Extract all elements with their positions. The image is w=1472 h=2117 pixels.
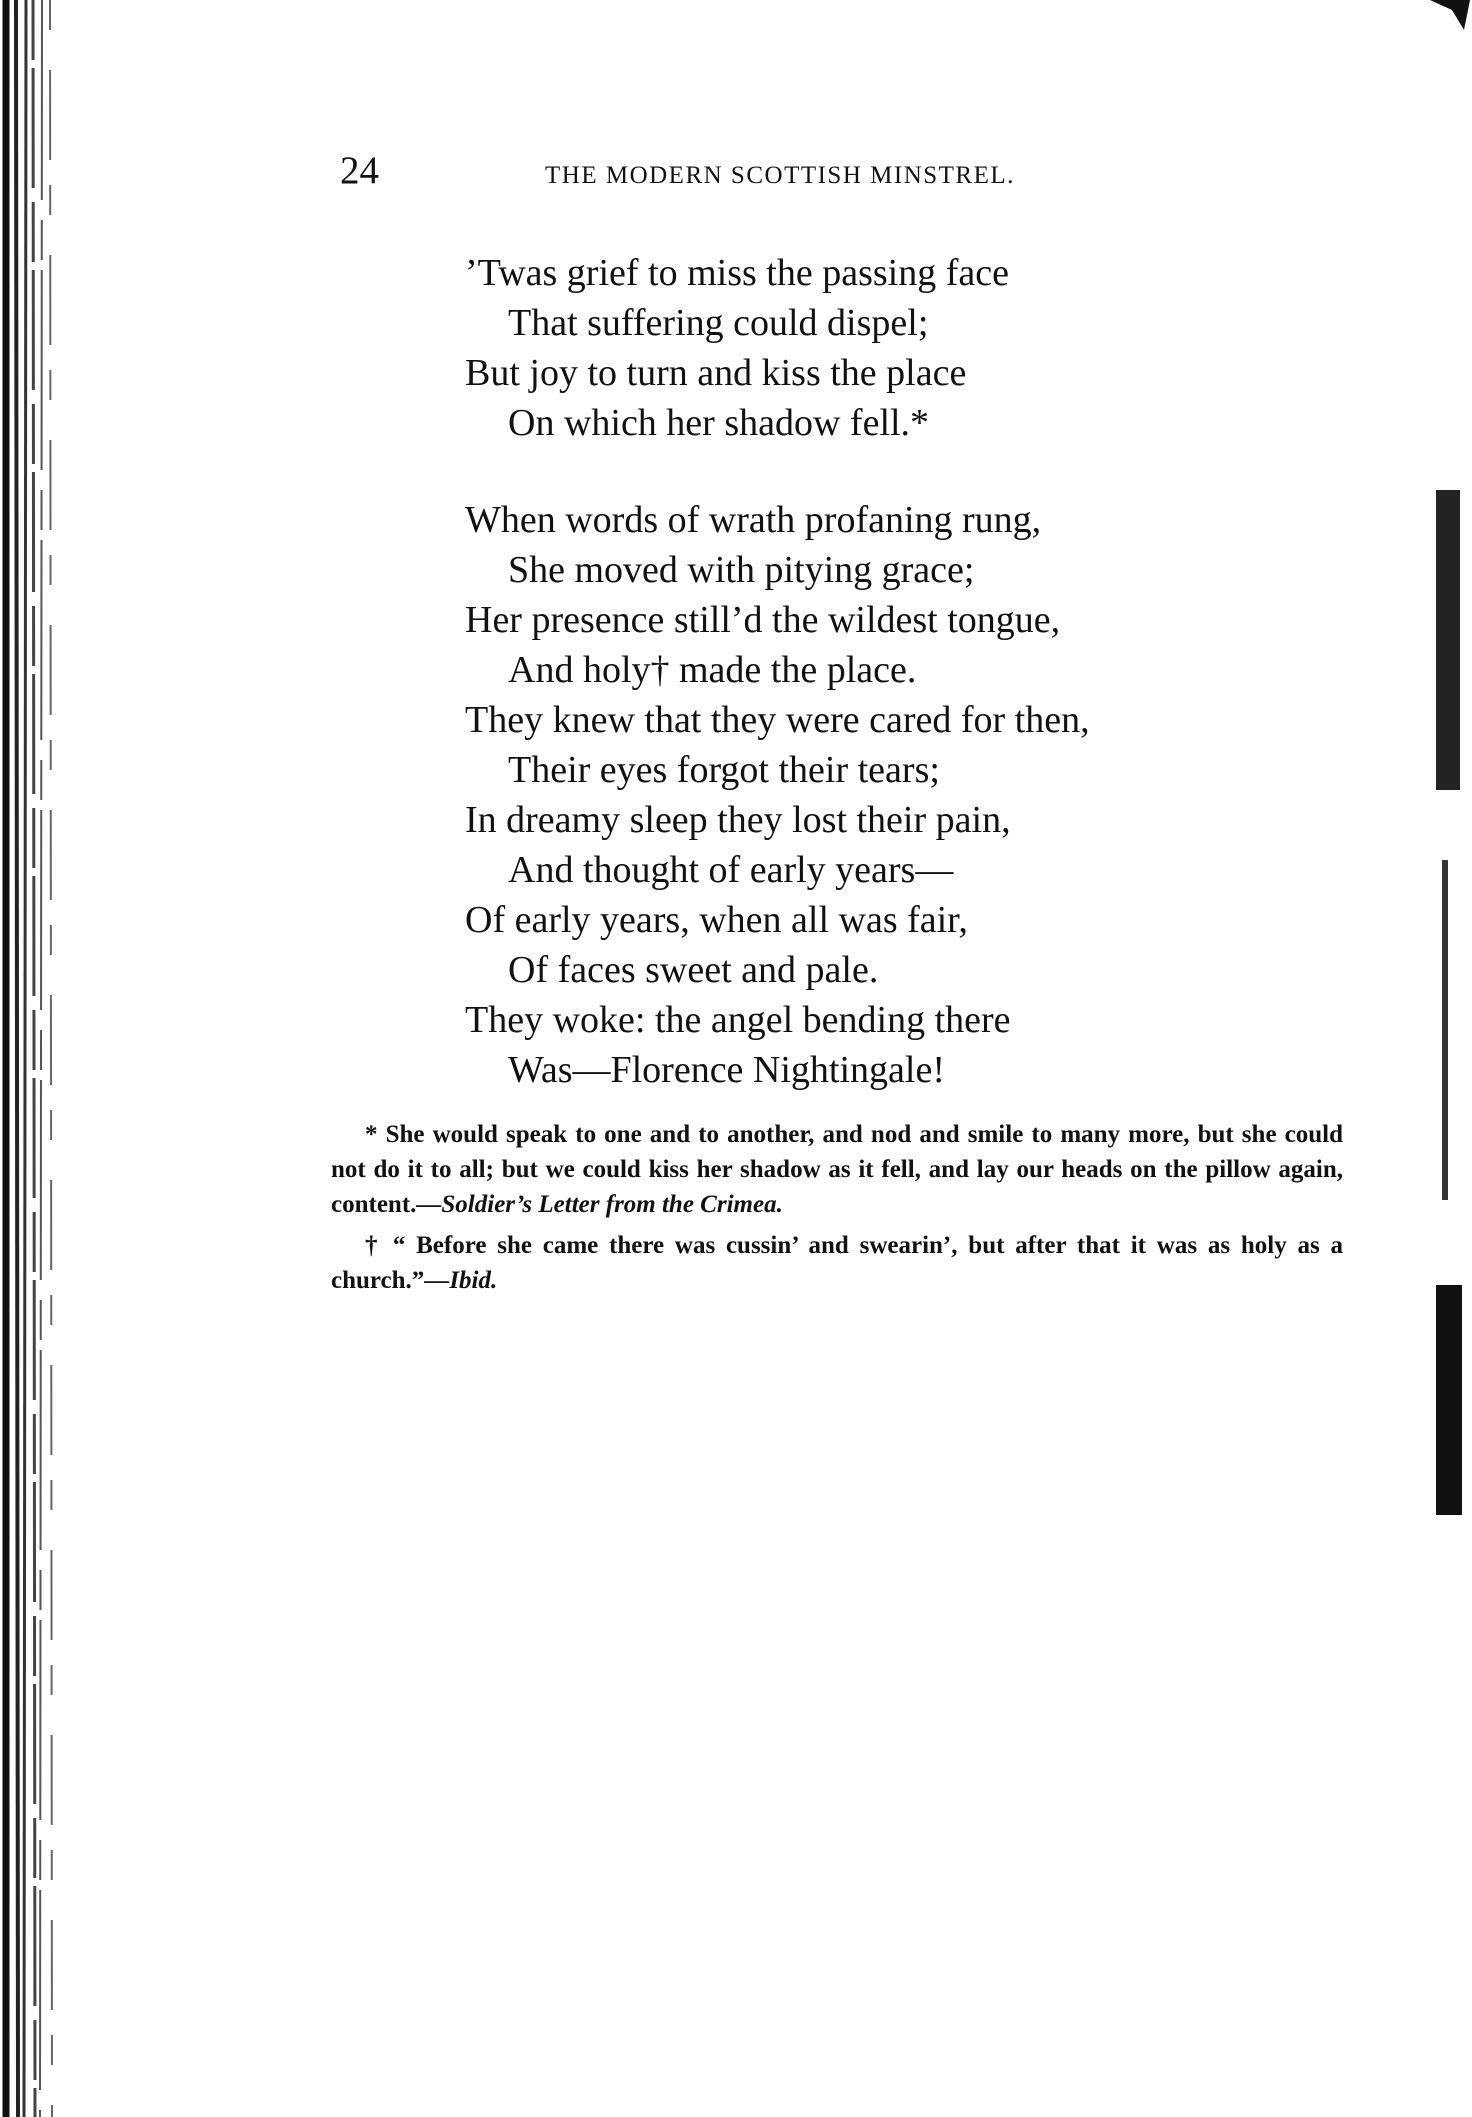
poem-line: Of faces sweet and pale. [508,949,879,991]
footnote-source: —Ibid. [424,1267,498,1294]
poem-line: Of early years, when all was fair, [465,899,968,941]
footnote-text: † “ Before she came there was cussin’ and swearin’, but after that it was as holy as a church.” [331,1232,1343,1294]
footnote [331,1117,1343,1222]
poem-line: They woke: the angel bending there [465,999,1011,1041]
footnotes [331,1117,1343,1304]
poem-line: On which her shadow fell.* [508,402,930,444]
footnote [331,1228,1343,1298]
poem-line: When words of wrath profaning rung, [465,499,1042,541]
stanza [465,495,1285,1095]
footnote-source: —Soldier’s Letter from the Crimea. [416,1191,783,1218]
poem-line: Their eyes forgot their tears; [508,749,940,791]
poem-line: That suffering could dispel; [508,302,929,344]
poem-line: And holy† made the place. [508,649,917,691]
stanza [465,248,1285,448]
poem-line: Her presence still’d the wildest tongue, [465,599,1061,641]
poem-line: ’Twas grief to miss the passing face [465,252,1009,294]
poem-line: Was—Florence Nightingale! [508,1049,945,1091]
running-title: THE MODERN SCOTTISH MINSTREL. [545,162,1015,189]
poem-line: In dreamy sleep they lost their pain, [465,799,1011,841]
page-number: 24 [340,149,379,192]
bleed-through-marks [1392,0,1472,2117]
poem-line: And thought of early years— [508,849,954,891]
poem-line: But joy to turn and kiss the place [465,352,967,394]
binding-edge [0,0,80,2117]
poem-line: They knew that they were cared for then, [465,699,1090,741]
page-header [340,148,1160,192]
poem [465,248,1285,1142]
footnote-text: * She would speak to one and to another, and nod and smile to many more, but she could not do it to all; but we could kiss her shadow as it fell, and lay our heads on the pillow again, content. [331,1121,1343,1218]
poem-line: She moved with pitying grace; [508,549,975,591]
